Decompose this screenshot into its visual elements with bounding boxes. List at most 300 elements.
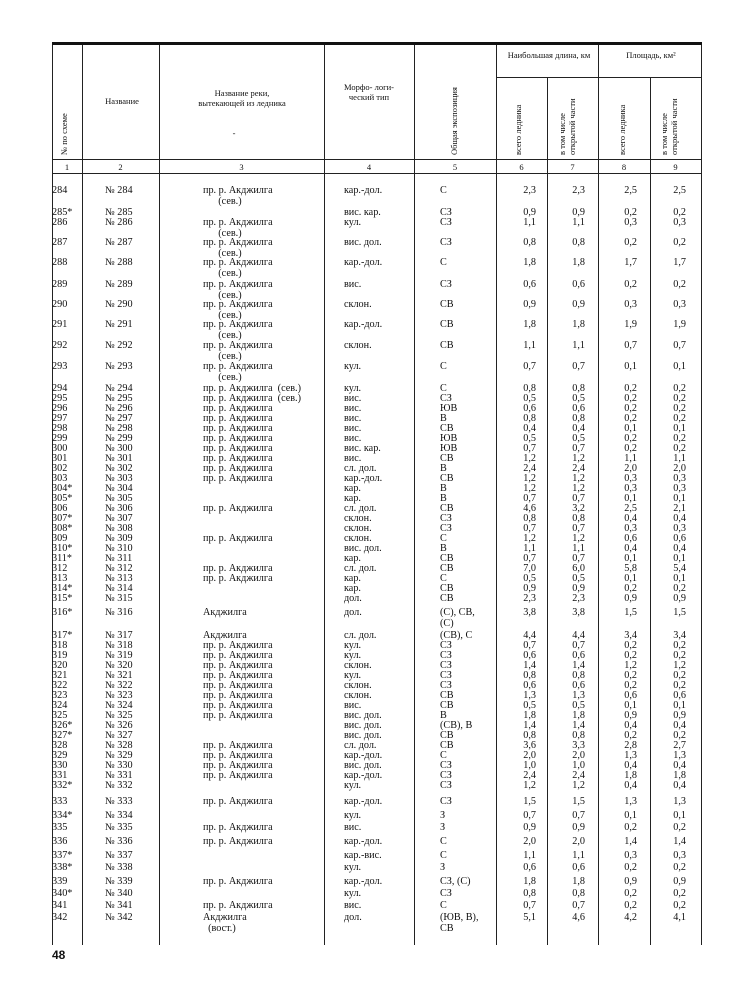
area-total: 0,2 [624, 680, 637, 691]
river-name: пр. р. Акджилга [203, 710, 273, 721]
length-open: 1,4 [572, 660, 585, 671]
exposure: СВ [440, 503, 454, 514]
river-name: Акджилга [203, 630, 247, 641]
river-name: пр. р. Акджилга (сев.) [203, 361, 273, 383]
length-total: 0,4 [523, 423, 536, 434]
glacier-name: № 303 [105, 473, 133, 484]
exposure: СЗ [440, 888, 452, 899]
morph-type: сл. дол. [344, 563, 377, 574]
morph-type: вис. [344, 393, 362, 404]
area-open: 0,3 [673, 523, 686, 534]
exposure: В [440, 543, 447, 554]
length-total: 2,4 [523, 770, 536, 781]
area-total: 0,2 [624, 443, 637, 454]
area-total: 0,2 [624, 730, 637, 741]
length-total: 4,6 [523, 503, 536, 514]
morph-type: кар.-дол. [344, 257, 383, 268]
row-number: 292 [52, 340, 68, 351]
area-open: 0,2 [673, 670, 686, 681]
river-name: пр. р. Акджилга (сев.) [203, 185, 273, 207]
morph-type: кар.-дол. [344, 796, 383, 807]
glacier-name: № 329 [105, 750, 133, 761]
header-col8: всего ледника [617, 104, 627, 155]
length-total: 1,1 [523, 340, 536, 351]
length-total: 0,8 [523, 670, 536, 681]
area-total: 0,1 [624, 361, 637, 372]
length-open: 0,8 [572, 383, 585, 394]
row-number: 315* [52, 593, 73, 604]
area-total: 0,2 [624, 403, 637, 414]
morph-type: дол. [344, 593, 362, 604]
column-number-row [52, 162, 702, 172]
row-number: 284 [52, 185, 68, 196]
length-open: 0,6 [572, 279, 585, 290]
glacier-name: № 297 [105, 413, 133, 424]
length-total: 1,8 [523, 710, 536, 721]
exposure: ЮВ [440, 443, 458, 454]
row-number: 336 [52, 836, 68, 847]
river-name: пр. р. Акджилга [203, 640, 273, 651]
length-open: 1,2 [572, 473, 585, 484]
area-open: 0,7 [673, 340, 686, 351]
exposure: С [440, 573, 447, 584]
morph-type: склон. [344, 690, 372, 701]
area-total: 0,2 [624, 207, 637, 218]
river-name: пр. р. Акджилга (сев.) [203, 299, 273, 321]
row-number: 294 [52, 383, 68, 394]
morph-type: кар. [344, 483, 361, 494]
glacier-name: № 340 [105, 888, 133, 899]
row-number: 287 [52, 237, 68, 248]
morph-type: кар.-дол. [344, 836, 383, 847]
exposure: (СВ), В [440, 720, 473, 731]
river-name: пр. р. Акджилга (сев.) [203, 237, 273, 259]
area-open: 0,2 [673, 383, 686, 394]
morph-type: вис. [344, 822, 362, 833]
exposure: СВ [440, 730, 454, 741]
colnum: 4 [366, 162, 372, 172]
glacier-name: № 286 [105, 217, 133, 228]
header-divider [701, 45, 702, 173]
length-total: 0,8 [523, 888, 536, 899]
length-total: 0,7 [523, 553, 536, 564]
area-open: 0,1 [673, 493, 686, 504]
exposure: СЗ [440, 780, 452, 791]
row-number: 308* [52, 523, 73, 534]
length-open: 1,5 [572, 796, 585, 807]
length-total: 0,7 [523, 810, 536, 821]
glacier-name: № 330 [105, 760, 133, 771]
row-number: 306 [52, 503, 68, 514]
body-divider [650, 173, 651, 945]
length-total: 0,6 [523, 650, 536, 661]
exposure: СВ [440, 340, 454, 351]
exposure: СЗ [440, 650, 452, 661]
area-open: 0,4 [673, 760, 686, 771]
exposure: С [440, 185, 447, 196]
morph-type: кар.-дол. [344, 185, 383, 196]
length-open: 0,7 [572, 640, 585, 651]
morph-type: вис. [344, 413, 362, 424]
area-total: 0,6 [624, 533, 637, 544]
length-total: 1,1 [523, 543, 536, 554]
row-number: 303 [52, 473, 68, 484]
length-total: 1,4 [523, 660, 536, 671]
area-total: 0,2 [624, 583, 637, 594]
morph-type: кар. [344, 583, 361, 594]
glacier-name: № 315 [105, 593, 133, 604]
exposure: З [440, 862, 446, 873]
glacier-name: № 342 [105, 912, 133, 923]
glacier-name: № 302 [105, 463, 133, 474]
area-open: 2,0 [673, 463, 686, 474]
length-open: 1,1 [572, 543, 585, 554]
length-total: 2,0 [523, 750, 536, 761]
glacier-name: № 309 [105, 533, 133, 544]
river-name: пр. р. Акджилга [203, 423, 273, 434]
header-divider [598, 45, 599, 173]
morph-type: кул. [344, 670, 362, 681]
river-name: пр. р. Акджилга [203, 660, 273, 671]
glacier-name: № 301 [105, 453, 133, 464]
exposure: С [440, 836, 447, 847]
area-open: 1,7 [673, 257, 686, 268]
area-open: 1,1 [673, 453, 686, 464]
river-name: Акджилга [203, 607, 247, 618]
colnum: 9 [673, 162, 678, 172]
area-total: 1,2 [624, 660, 637, 671]
row-number: 290 [52, 299, 68, 310]
glacier-name: № 310 [105, 543, 133, 554]
area-total: 0,2 [624, 650, 637, 661]
morph-type: склон. [344, 513, 372, 524]
area-open: 0,6 [673, 690, 686, 701]
length-open: 1,1 [572, 340, 585, 351]
morph-type: вис. [344, 700, 362, 711]
row-number: 334* [52, 810, 73, 821]
colnum: 7 [570, 162, 575, 172]
length-open: 0,5 [572, 393, 585, 404]
area-total: 0,3 [624, 473, 637, 484]
morph-type: вис. [344, 403, 362, 414]
header-group-length: Наибольшая длина, км [507, 50, 591, 60]
area-total: 2,5 [624, 185, 637, 196]
length-total: 1,1 [523, 850, 536, 861]
morph-type: дол. [344, 607, 362, 618]
length-open: 4,4 [572, 630, 585, 641]
area-open: 1,5 [673, 607, 686, 618]
length-total: 1,2 [523, 473, 536, 484]
length-open: 0,8 [572, 237, 585, 248]
morph-type: кул. [344, 862, 362, 873]
exposure: СВ [440, 690, 454, 701]
area-open: 1,3 [673, 750, 686, 761]
glacier-name: № 322 [105, 680, 133, 691]
row-number: 311* [52, 553, 72, 564]
colnum: 8 [621, 162, 627, 172]
header-divider [496, 45, 497, 173]
exposure: СЗ [440, 670, 452, 681]
length-open: 0,6 [572, 862, 585, 873]
row-number: 323 [52, 690, 68, 701]
length-open: 1,2 [572, 483, 585, 494]
river-name: пр. р. Акджилга [203, 670, 273, 681]
area-open: 0,4 [673, 720, 686, 731]
glacier-name: № 296 [105, 403, 133, 414]
length-total: 1,2 [523, 483, 536, 494]
glacier-name: № 318 [105, 640, 133, 651]
glacier-name: № 327 [105, 730, 133, 741]
glacier-name: № 287 [105, 237, 133, 248]
morph-type: вис. дол. [344, 710, 382, 721]
area-total: 3,4 [624, 630, 637, 641]
area-open: 0,6 [673, 533, 686, 544]
glacier-name: № 321 [105, 670, 133, 681]
morph-type: склон. [344, 680, 372, 691]
row-number: 314* [52, 583, 73, 594]
length-open: 1,1 [572, 850, 585, 861]
exposure: СЗ [440, 237, 452, 248]
area-total: 0,1 [624, 700, 637, 711]
area-total: 2,5 [624, 503, 637, 514]
row-number: 341 [52, 900, 68, 911]
glacier-name: № 304 [105, 483, 133, 494]
glacier-name: № 324 [105, 700, 133, 711]
area-total: 0,3 [624, 850, 637, 861]
area-open: 0,1 [673, 423, 686, 434]
length-total: 0,8 [523, 237, 536, 248]
morph-type: склон. [344, 660, 372, 671]
area-open: 1,3 [673, 796, 686, 807]
morph-type: дол. [344, 912, 362, 923]
row-number: 313 [52, 573, 68, 584]
length-open: 0,7 [572, 361, 585, 372]
morph-type: кул. [344, 383, 362, 394]
row-number: 324 [52, 700, 68, 711]
river-name: пр. р. Акджилга (сев.) [203, 279, 273, 301]
glacier-name: № 338 [105, 862, 133, 873]
area-total: 0,4 [624, 760, 637, 771]
area-open: 0,2 [673, 888, 686, 899]
glacier-name: № 312 [105, 563, 133, 574]
glacier-name: № 295 [105, 393, 133, 404]
area-total: 1,3 [624, 796, 637, 807]
morph-type: вис. дол. [344, 720, 382, 731]
length-open: 2,4 [572, 463, 585, 474]
length-open: 2,0 [572, 836, 585, 847]
row-number: 310* [52, 543, 73, 554]
area-open: 4,1 [673, 912, 686, 923]
morph-type: кул. [344, 640, 362, 651]
area-total: 0,2 [624, 393, 637, 404]
river-name: пр. р. Акджилга [203, 796, 273, 807]
glacier-name: № 288 [105, 257, 133, 268]
row-number: 329 [52, 750, 68, 761]
length-total: 1,2 [523, 533, 536, 544]
area-open: 0,2 [673, 403, 686, 414]
area-open: 0,4 [673, 780, 686, 791]
exposure: С [440, 361, 447, 372]
area-open: 0,2 [673, 443, 686, 454]
glacier-name: № 306 [105, 503, 133, 514]
length-open: 3,2 [572, 503, 585, 514]
area-total: 0,1 [624, 810, 637, 821]
length-total: 1,2 [523, 453, 536, 464]
morph-type: кул. [344, 780, 362, 791]
river-name: пр. р. Акджилга [203, 563, 273, 574]
river-name: пр. р. Акджилга [203, 700, 273, 711]
area-open: 2,5 [673, 185, 686, 196]
row-number: 288 [52, 257, 68, 268]
colnum: 3 [239, 162, 244, 172]
glacier-name: № 320 [105, 660, 133, 671]
exposure: С [440, 750, 447, 761]
area-open: 0,3 [673, 473, 686, 484]
area-open: 0,3 [673, 483, 686, 494]
row-number: 331 [52, 770, 68, 781]
exposure: СЗ [440, 760, 452, 771]
length-total: 0,7 [523, 900, 536, 911]
area-open: 1,8 [673, 770, 686, 781]
river-name: пр. р. Акджилга (сев.) [203, 393, 301, 404]
river-name: пр. р. Акджилга (сев.) [203, 217, 273, 239]
length-open: 1,2 [572, 533, 585, 544]
header-col3: Название реки, вытекающей из ледника [198, 88, 286, 108]
exposure: СВ [440, 740, 454, 751]
row-number: 337* [52, 850, 73, 861]
area-total: 0,4 [624, 780, 637, 791]
length-total: 2,3 [523, 593, 536, 604]
area-open: 0,1 [673, 361, 686, 372]
area-total: 0,2 [624, 888, 637, 899]
area-open: 2,7 [673, 740, 686, 751]
exposure: СЗ, (С) [440, 876, 471, 887]
area-open: 1,9 [673, 319, 686, 330]
area-total: 1,3 [624, 750, 637, 761]
row-number: 307* [52, 513, 73, 524]
length-total: 1,0 [523, 760, 536, 771]
row-number: 340* [52, 888, 73, 899]
row-number: 317* [52, 630, 73, 641]
morph-type: кар.-дол. [344, 876, 383, 887]
area-total: 0,2 [624, 413, 637, 424]
river-name: пр. р. Акджилга [203, 876, 273, 887]
glacier-name: № 294 [105, 383, 133, 394]
glacier-name: № 308 [105, 523, 133, 534]
length-total: 7,0 [523, 563, 536, 574]
length-open: 3,8 [572, 607, 585, 618]
length-total: 0,6 [523, 680, 536, 691]
row-number: 293 [52, 361, 68, 372]
row-number: 328 [52, 740, 68, 751]
glacier-name: № 336 [105, 836, 133, 847]
morph-type: вис. [344, 423, 362, 434]
length-total: 4,4 [523, 630, 536, 641]
area-open: 0,2 [673, 583, 686, 594]
glacier-name: № 284 [105, 185, 133, 196]
glacier-name: № 291 [105, 319, 133, 330]
exposure: СВ [440, 553, 454, 564]
length-total: 0,9 [523, 207, 536, 218]
header-subline [496, 77, 701, 78]
exposure: СВ [440, 453, 454, 464]
morph-type: вис. [344, 279, 362, 290]
length-total: 2,4 [523, 463, 536, 474]
length-open: 0,7 [572, 900, 585, 911]
row-number: 300 [52, 443, 68, 454]
glacier-name: № 316 [105, 607, 133, 618]
length-open: 1,2 [572, 453, 585, 464]
area-open: 0,9 [673, 593, 686, 604]
length-total: 0,9 [523, 822, 536, 833]
body-divider [324, 173, 325, 945]
area-total: 0,1 [624, 493, 637, 504]
river-name: пр. р. Акджилга [203, 533, 273, 544]
area-total: 0,2 [624, 279, 637, 290]
glacier-name: № 339 [105, 876, 133, 887]
glacier-name: № 332 [105, 780, 133, 791]
length-total: 1,4 [523, 720, 536, 731]
river-name: пр. р. Акджилга (сев.) [203, 319, 273, 341]
length-open: 0,9 [572, 583, 585, 594]
body-divider [159, 173, 160, 945]
area-total: 1,1 [624, 453, 637, 464]
table-header [52, 45, 702, 159]
morph-type: вис. дол. [344, 543, 382, 554]
length-open: 0,7 [572, 493, 585, 504]
length-total: 0,8 [523, 413, 536, 424]
exposure: (СВ), С [440, 630, 473, 641]
area-total: 0,4 [624, 720, 637, 731]
length-total: 0,6 [523, 862, 536, 873]
row-number: 319 [52, 650, 68, 661]
exposure: В [440, 483, 447, 494]
exposure: СЗ [440, 513, 452, 524]
exposure: СЗ [440, 393, 452, 404]
length-total: 0,8 [523, 383, 536, 394]
row-number: 335 [52, 822, 68, 833]
colnum: 2 [118, 162, 123, 172]
row-number: 297 [52, 413, 68, 424]
morph-type: склон. [344, 340, 372, 351]
colnum: 5 [452, 162, 458, 172]
river-name: пр. р. Акджилга [203, 836, 273, 847]
area-open: 0,2 [673, 822, 686, 833]
length-total: 3,8 [523, 607, 536, 618]
morph-type: кар. [344, 493, 361, 504]
area-open: 0,1 [673, 700, 686, 711]
river-name: пр. р. Акджилга [203, 453, 273, 464]
row-number: 298 [52, 423, 68, 434]
length-total: 0,8 [523, 513, 536, 524]
row-number: 312 [52, 563, 68, 574]
length-open: 1,2 [572, 780, 585, 791]
area-total: 1,5 [624, 607, 637, 618]
morph-type: кар.-дол. [344, 770, 383, 781]
length-open: 4,6 [572, 912, 585, 923]
area-total: 1,4 [624, 836, 637, 847]
glacier-name: № 325 [105, 710, 133, 721]
river-name: пр. р. Акджилга [203, 503, 273, 514]
glacier-name: № 328 [105, 740, 133, 751]
river-name: пр. р. Акджилга [203, 740, 273, 751]
exposure: В [440, 710, 447, 721]
area-total: 1,7 [624, 257, 637, 268]
river-name: пр. р. Акджилга [203, 413, 273, 424]
morph-type: сл. дол. [344, 740, 377, 751]
glacier-name: № 334 [105, 810, 133, 821]
length-total: 0,9 [523, 583, 536, 594]
